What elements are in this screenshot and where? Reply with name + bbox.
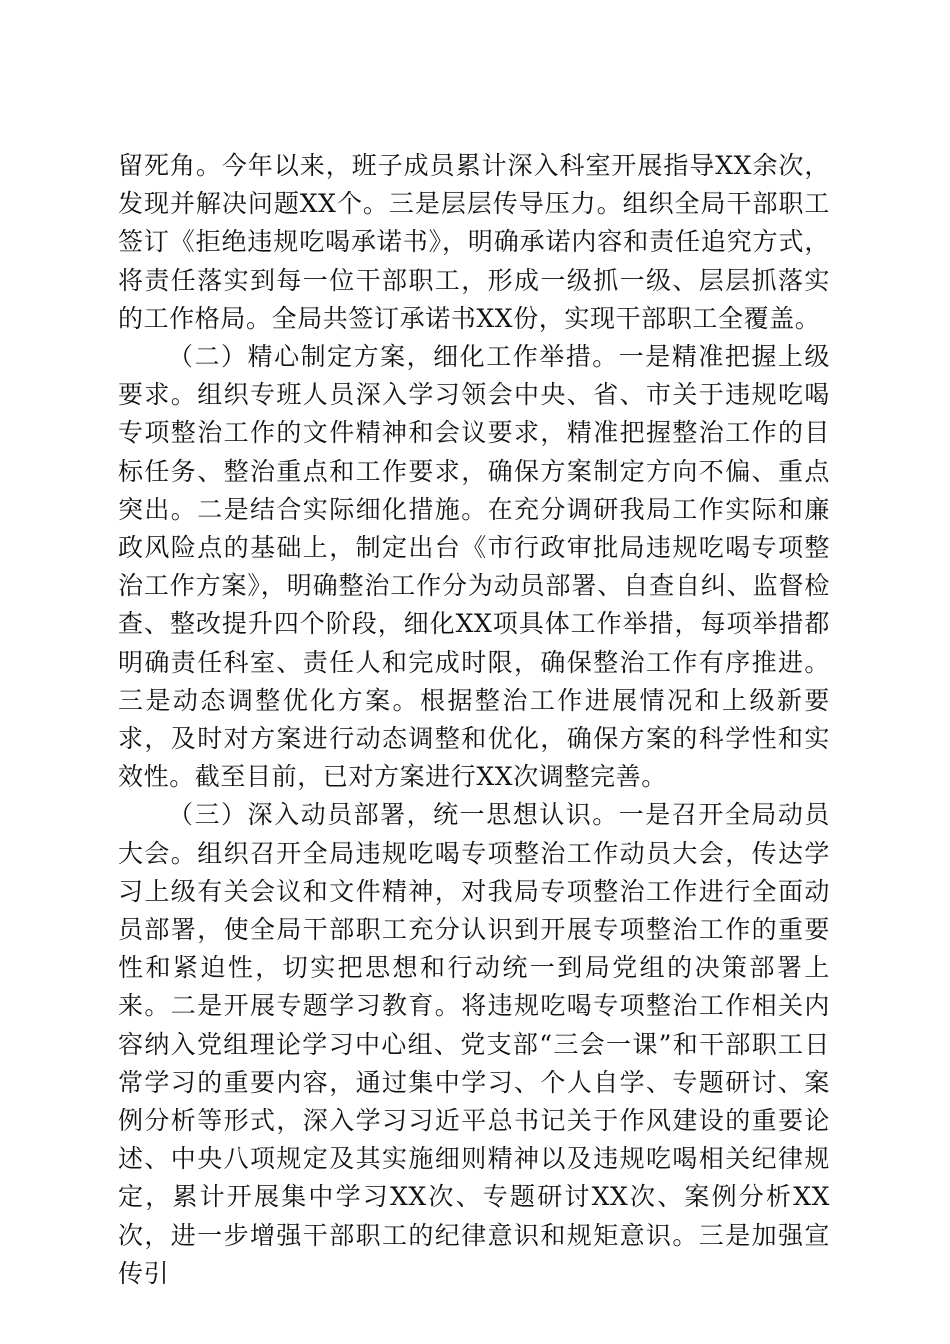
document-body xyxy=(118,147,830,1293)
paragraph-section-3: （三）深入动员部署，统一思想认识。一是召开全局动员大会。组织召开全局违规吃喝专项整治工作动员大会，传达学习上级有关会议和文件精神，对我局专项整治工作进行全面动员部署，使全局干部职工充分认识到开展专项整治工作的重要性和紧迫性，切实把思想和行动统一到局党组的决策部署上来。二是开展专题学习教育。将违规吃喝专项整治工作相关内容纳入党组理论学习中心组、党支部“三会一课”和干部职工日常学习的重要内容，通过集中学习、个人自学、专题研讨、案例分析等形式，深入学习习近平总书记关于作风建设的重要论述、中央八项规定及其实施细则精神以及违规吃喝相关纪律规定，累计开展集中学习XX次、专题研讨XX次、案例分析XX次，进一步增强干部职工的纪律意识和规矩意识。三是加强宣传引 xyxy=(118,800,830,1288)
paragraph-continuation: 留死角。今年以来，班子成员累计深入科室开展指导XX余次，发现并解决问题XX个。三是层层传导压力。组织全局干部职工签订《拒绝违规吃喝承诺书》，明确承诺内容和责任追究方式，将责任落实到每一位干部职工，形成一级抓一级、层层抓落实的工作格局。全局共签订承诺书XX份，实现干部职工全覆盖。 xyxy=(118,151,830,333)
paragraph-section-2: （二）精心制定方案，细化工作举措。一是精准把握上级要求。组织专班人员深入学习领会中央、省、市关于违规吃喝专项整治工作的文件精神和会议要求，精准把握整治工作的目标任务、整治重点和工作要求，确保方案制定方向不偏、重点突出。二是结合实际细化措施。在充分调研我局工作实际和廉政风险点的基础上，制定出台《市行政审批局违规吃喝专项整治工作方案》，明确整治工作分为动员部署、自查自纠、监督检查、整改提升四个阶段，细化XX项具体工作举措，每项举措都明确责任科室、责任人和完成时限，确保整治工作有序推进。三是动态调整优化方案。根据整治工作进展情况和上级新要求，及时对方案进行动态调整和优化，确保方案的科学性和实效性。截至目前，已对方案进行XX次调整完善。 xyxy=(118,342,830,792)
